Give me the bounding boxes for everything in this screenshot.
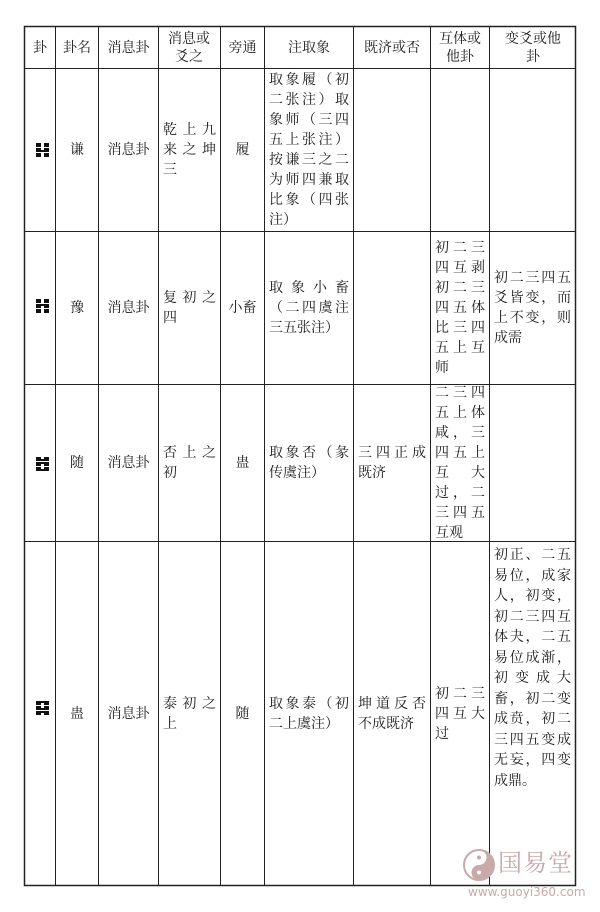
row4-xiaoxi-or-yao: 泰初之上 <box>163 695 216 732</box>
row3-huti: 二三四五上体咸，三四五上互大过，二三四五互观 <box>435 385 485 541</box>
header-xiaoxi-or-yao: 消息或爻之 <box>168 30 210 65</box>
row4-zhuquxiang: 取象泰（初二上虞注） <box>269 695 349 732</box>
row2-guaming: 豫 <box>70 300 84 316</box>
row4-xiaoxi: 消息卦 <box>107 705 150 722</box>
header-jiji: 既济或否 <box>364 39 420 56</box>
qian-hexagram-icon <box>36 143 49 157</box>
yu-hexagram-icon <box>36 299 49 313</box>
row1-xiaoxi-or-yao: 乾上九来之坤三 <box>163 122 216 178</box>
row4-pangtong: 随 <box>235 705 250 722</box>
gu-hexagram-icon <box>36 701 49 715</box>
row3-jiji: 三四正成既济 <box>358 445 426 481</box>
row4-huti: 初二三四互大过 <box>435 685 485 742</box>
sui-hexagram-icon <box>36 457 49 471</box>
yin-yang-icon <box>462 848 496 882</box>
row2-jiji <box>354 232 430 384</box>
row3-zhuquxiang: 取象否（彖传虞注） <box>269 445 349 481</box>
row2-bianyao: 初二三四五爻皆变，而上不变，则成需 <box>494 270 571 346</box>
header-guaming: 卦名 <box>63 39 91 56</box>
row4-jiji: 坤道反否不成既济 <box>358 695 426 732</box>
row1-guaming: 谦 <box>70 142 84 158</box>
row4-bianyao: 初正、二五易位，成家人，初变，初二三四互体夬，二五易位成渐，初变成大畜，初二变成贲，初二三四五变成无妄，四变成鼎。 <box>494 547 571 789</box>
row1-jiji <box>354 69 430 231</box>
row3-xiaoxi-or-yao: 否上之初 <box>163 445 216 481</box>
row1-xiaoxi: 消息卦 <box>107 142 150 158</box>
header-zhuquxiang: 注取象 <box>288 39 330 56</box>
row3-guaming: 随 <box>70 455 84 471</box>
watermark-url: www.guoyi360.com <box>468 885 586 899</box>
row2-zhuquxiang: 取象小畜（二四虞注三五张注） <box>269 280 349 336</box>
watermark <box>462 846 592 906</box>
header-xiaoxi: 消息卦 <box>107 39 150 56</box>
header-gua: 卦 <box>33 39 47 56</box>
row4-guaming: 蛊 <box>70 705 84 722</box>
row3-xiaoxi: 消息卦 <box>107 455 150 471</box>
row2-xiaoxi: 消息卦 <box>107 300 150 316</box>
header-huti: 互体或他卦 <box>439 30 481 65</box>
row2-xiaoxi-or-yao: 复初之四 <box>163 290 216 326</box>
row3-bianyao <box>490 385 575 541</box>
row1-pangtong: 履 <box>235 142 250 158</box>
watermark-name: 国易堂 <box>498 849 573 877</box>
row1-bianyao <box>490 69 575 231</box>
row2-pangtong: 小畜 <box>228 300 257 316</box>
header-pangtong: 旁通 <box>228 39 257 56</box>
row3-pangtong: 蛊 <box>235 455 250 471</box>
row1-huti <box>431 69 489 231</box>
header-bianyao: 变爻或他卦 <box>505 30 561 65</box>
row1-zhuquxiang: 取象履（初二张注）取象师（三四五上张注）按谦三之二为师四兼取比象（四张注） <box>269 72 349 228</box>
row2-huti: 初二三四互剥初二三四五体比三四五上互师 <box>435 240 485 376</box>
